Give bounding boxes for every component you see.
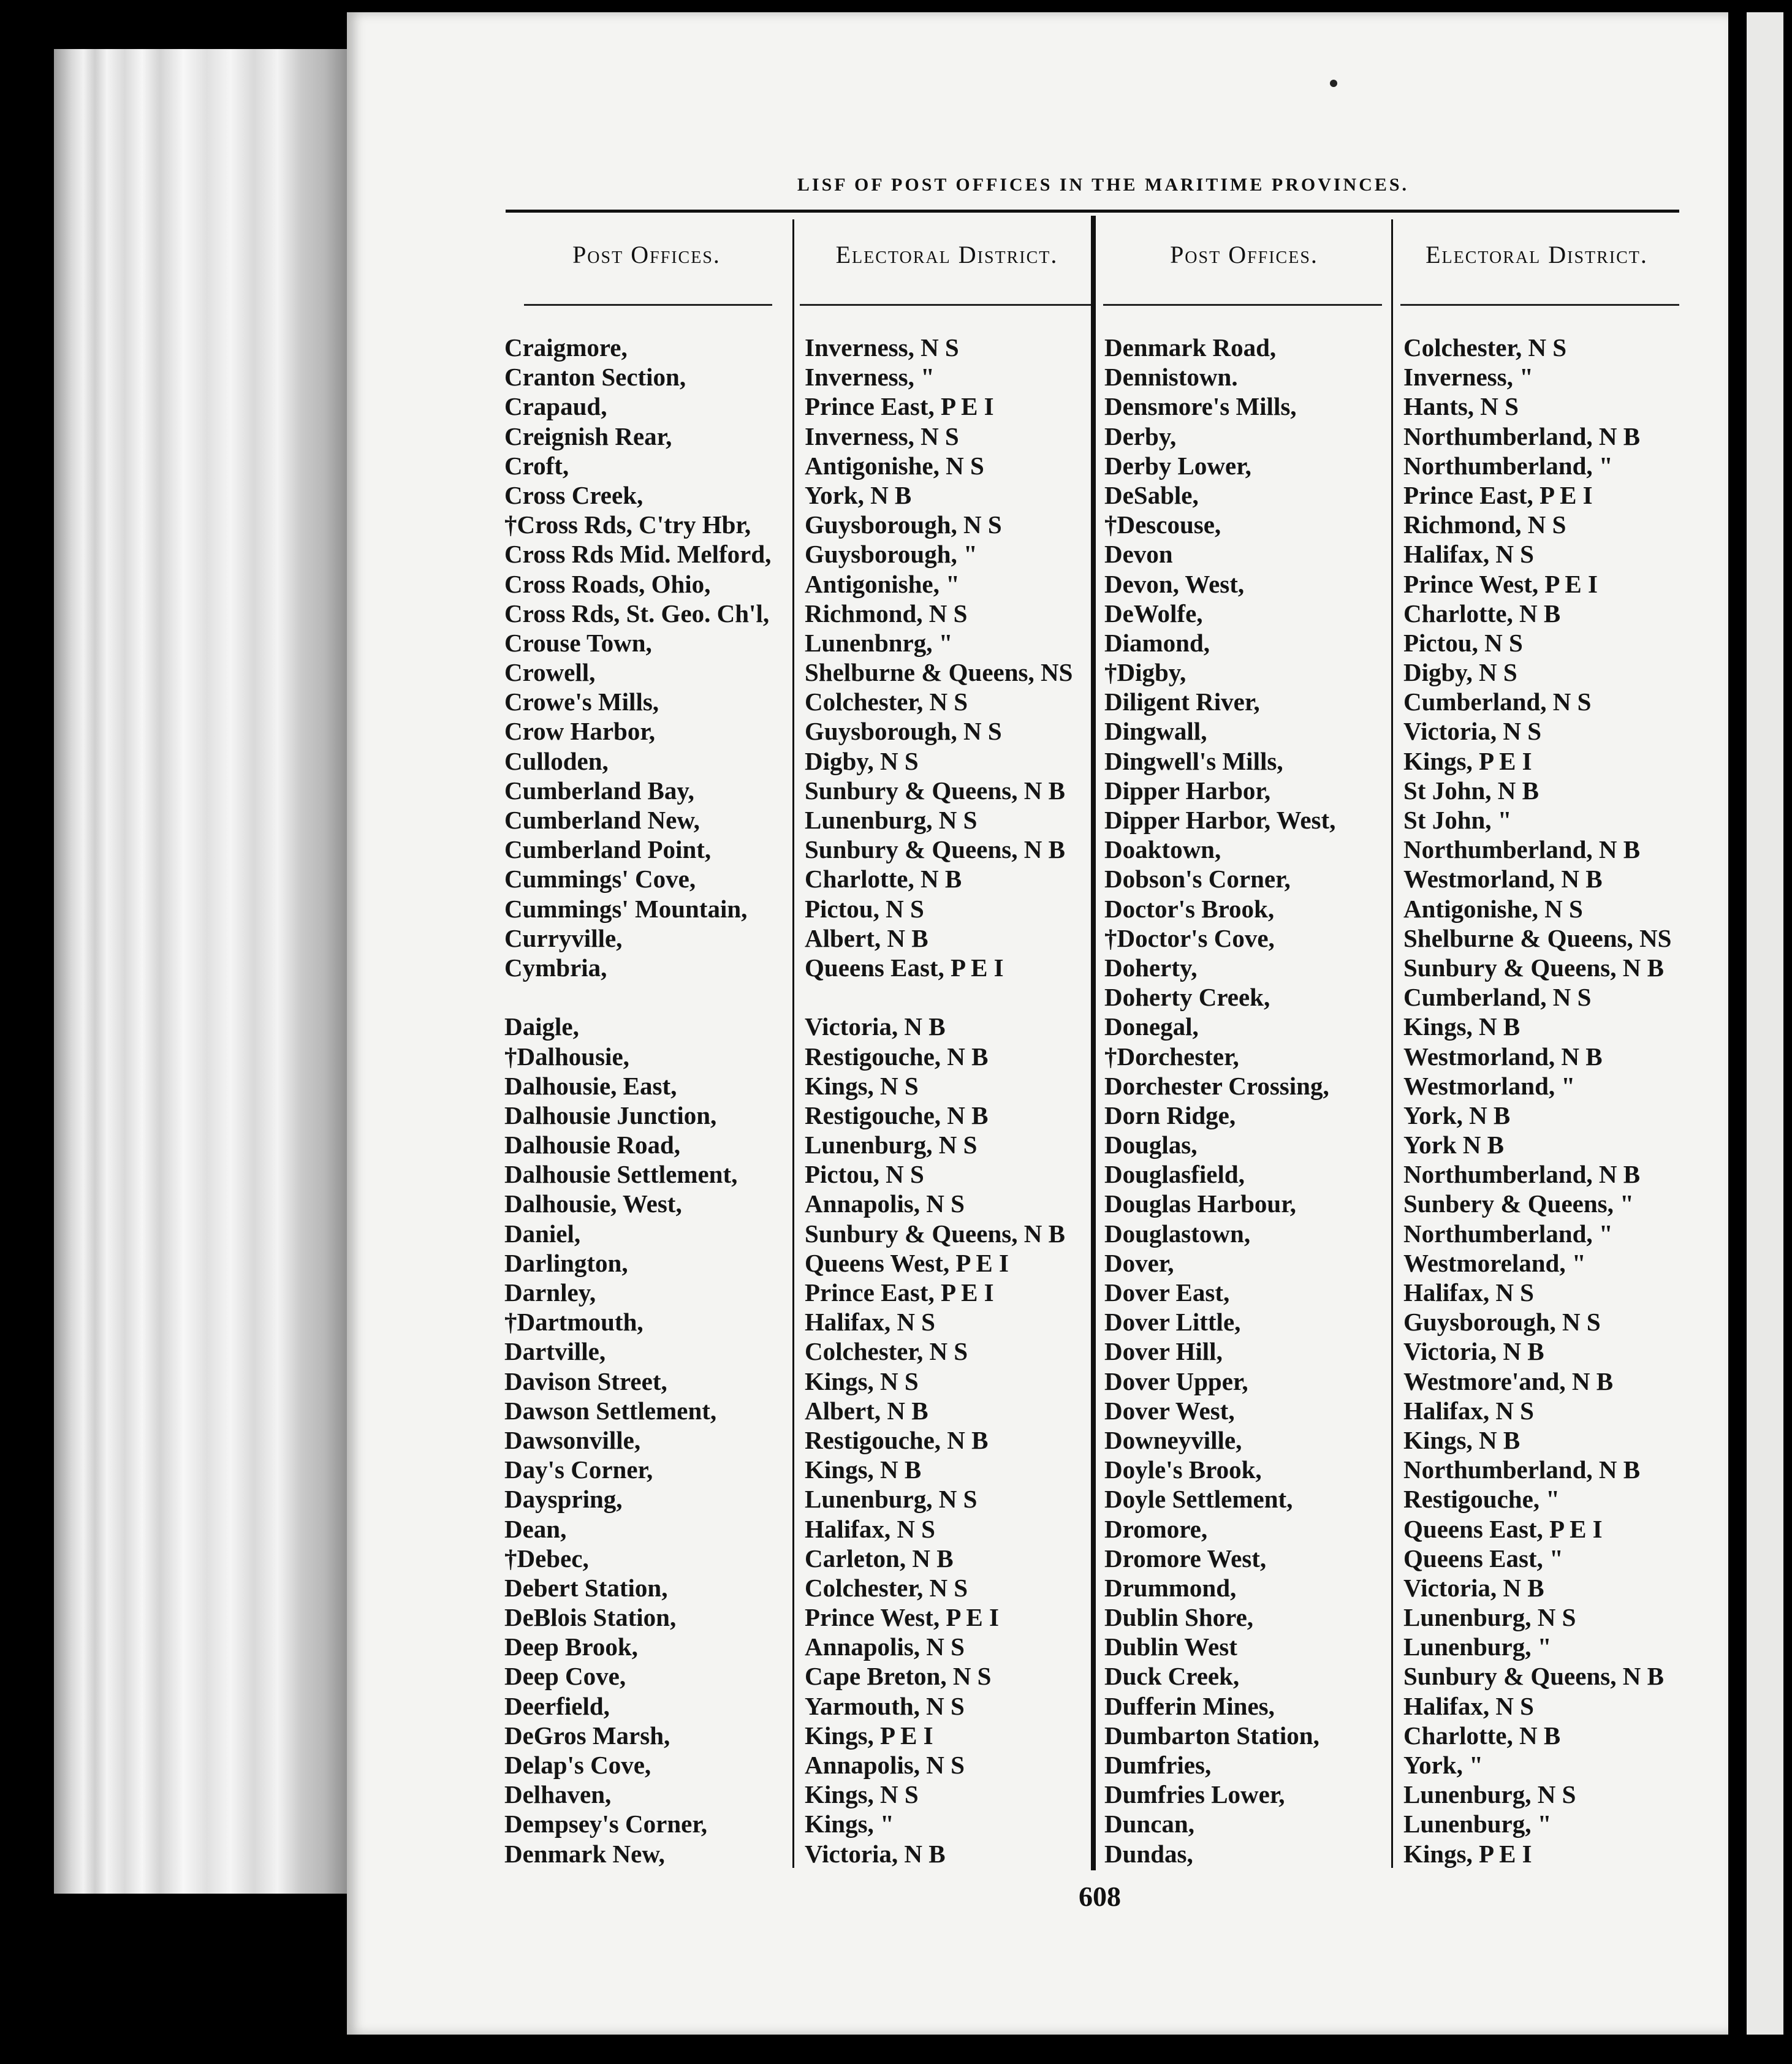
electoral-district-entry: Restigouche, N B	[805, 1101, 989, 1129]
electoral-district-entry: Carleton, N B	[805, 1544, 954, 1573]
electoral-district-entry: Guysborough, N S	[805, 717, 1002, 746]
electoral-district-entry: Westmorland, N B	[1403, 865, 1603, 894]
post-office-entry: Duck Creek,	[1104, 1662, 1240, 1691]
electoral-district-entry: York, "	[1403, 1751, 1483, 1779]
post-office-entry: Devon	[1104, 540, 1173, 569]
electoral-district-entry: Lunenburg, N S	[1403, 1603, 1576, 1632]
electoral-district-entry: Kings, N S	[805, 1367, 919, 1395]
electoral-district-entry: Northumberland, N B	[1403, 835, 1641, 864]
electoral-district-entry: Richmond, N S	[1403, 510, 1566, 539]
electoral-district-entry: Prince East, P E I	[805, 1278, 994, 1307]
post-office-entry: Dalhousie, West,	[504, 1189, 682, 1218]
post-office-entry: Cross Rds Mid. Melford,	[504, 540, 772, 569]
post-office-entry: Dumbarton Station,	[1104, 1721, 1319, 1750]
post-office-entry: Diligent River,	[1104, 688, 1260, 716]
post-office-entry: Cumberland Bay,	[504, 776, 694, 805]
electoral-district-entry: Cape Breton, N S	[805, 1662, 992, 1691]
electoral-district-entry: Halifax, N S	[805, 1514, 935, 1543]
electoral-district-entry: Northumberland, N B	[1403, 422, 1641, 450]
post-office-entry: Dover Upper,	[1104, 1367, 1248, 1395]
electoral-district-entry: Cumberland, N S	[1403, 983, 1592, 1012]
post-office-entry: Dipper Harbor, West,	[1104, 806, 1336, 834]
electoral-district-entry: Digby, N S	[805, 746, 919, 775]
electoral-district-entry: Lunenburg, N S	[805, 806, 978, 834]
post-office-entry: Dempsey's Corner,	[504, 1810, 708, 1838]
electoral-district-entry: Antigonishe, "	[805, 569, 960, 598]
electoral-district-entry: Lunenbnrg, "	[805, 628, 953, 657]
post-office-entry: Doherty Creek,	[1104, 983, 1270, 1012]
post-office-entry: Dalhousie Settlement,	[504, 1160, 738, 1189]
post-office-entry: Dean,	[504, 1514, 567, 1543]
next-page-edge	[1747, 12, 1783, 2035]
post-office-entry: Daigle,	[504, 1012, 579, 1041]
electoral-district-entry: Restigouche, N B	[805, 1425, 989, 1454]
post-offices-list-right	[1104, 333, 1388, 1869]
electoral-district-entry: Queens East, "	[1403, 1544, 1563, 1573]
post-office-entry: Debert Station,	[504, 1573, 668, 1602]
post-office-entry: DeWolfe,	[1104, 599, 1203, 628]
post-office-entry: Dromore West,	[1104, 1544, 1267, 1573]
post-office-entry: Crouse Town,	[504, 628, 652, 657]
post-office-entry: Dingwall,	[1104, 717, 1207, 746]
post-office-entry: †Doctor's Cove,	[1104, 924, 1275, 952]
electoral-district-entry: Victoria, N B	[805, 1839, 946, 1868]
electoral-district-entry: Lunenburg, N S	[805, 1131, 978, 1159]
electoral-district-entry: Lunenburg, "	[1403, 1810, 1552, 1838]
electoral-district-entry: Prince West, P E I	[1403, 569, 1598, 598]
post-office-entry: Cranton Section,	[504, 363, 686, 392]
electoral-district-entry: Queens West, P E I	[805, 1248, 1009, 1277]
electoral-district-entry: Kings, N B	[805, 1455, 922, 1484]
post-office-entry: Cross Rds, St. Geo. Ch'l,	[504, 599, 770, 628]
electoral-district-entry: Colchester, N S	[805, 1573, 968, 1602]
post-office-entry: Daniel,	[504, 1219, 581, 1248]
post-office-entry: Dumfries,	[1104, 1751, 1212, 1779]
electoral-district-entry	[805, 982, 1088, 1012]
electoral-district-entry: St John, N B	[1403, 776, 1540, 805]
electoral-district-entry: Halifax, N S	[1403, 1278, 1534, 1307]
post-office-entry: Devon, West,	[1104, 569, 1245, 598]
electoral-district-entry: Pictou, N S	[805, 1160, 924, 1189]
header-underline	[1400, 304, 1679, 306]
electoral-district-entry: Queens East, P E I	[1403, 1514, 1603, 1543]
electoral-district-entry: Pictou, N S	[1403, 628, 1523, 657]
post-office-entry: Dorchester Crossing,	[1104, 1071, 1329, 1100]
post-office-entry: †Dorchester,	[1104, 1042, 1239, 1071]
post-office-entry: Dover,	[1104, 1248, 1174, 1277]
post-office-entry: Dartville,	[504, 1337, 606, 1366]
electoral-district-entry: St John, "	[1403, 806, 1512, 834]
column-divider	[1391, 219, 1393, 1868]
electoral-district-entry: Victoria, N S	[1403, 717, 1542, 746]
post-office-entry: †Dartmouth,	[504, 1308, 644, 1337]
electoral-district-entry: Halifax, N S	[1403, 1691, 1534, 1720]
electoral-district-entry: Northumberland, N B	[1403, 1455, 1641, 1484]
electoral-district-entry: Colchester, N S	[1403, 333, 1567, 362]
electoral-district-entry: Sunbury & Queens, N B	[805, 776, 1065, 805]
electoral-district-entry: Restigouche, N B	[805, 1042, 989, 1071]
electoral-district-entry: York N B	[1403, 1131, 1505, 1159]
post-office-entry: Dover Little,	[1104, 1308, 1241, 1337]
electoral-district-entry: Victoria, N B	[805, 1012, 946, 1041]
electoral-district-entry: Cumberland, N S	[1403, 688, 1592, 716]
electoral-district-entry: York, N B	[1403, 1101, 1511, 1129]
post-office-entry: Crowe's Mills,	[504, 688, 659, 716]
post-office-entry: Crow Harbor,	[504, 717, 655, 746]
electoral-district-entry: Inverness, N S	[805, 333, 959, 362]
electoral-district-entry: Richmond, N S	[805, 599, 968, 628]
electoral-district-entry: Kings, N B	[1403, 1425, 1521, 1454]
post-office-entry: Dawson Settlement,	[504, 1396, 717, 1425]
column-header-post-offices-left: Post Offices.	[572, 241, 721, 268]
post-office-entry: Donegal,	[1104, 1012, 1199, 1041]
electoral-district-entry: Sunbury & Queens, N B	[1403, 953, 1664, 982]
post-office-entry: Douglastown,	[1104, 1219, 1251, 1248]
post-office-entry: Dublin Shore,	[1104, 1603, 1254, 1632]
post-office-entry: Doctor's Brook,	[1104, 894, 1275, 923]
electoral-district-entry: Restigouche, "	[1403, 1485, 1560, 1514]
post-office-entry: Dayspring,	[504, 1485, 623, 1514]
electoral-district-entry: Kings, N B	[1403, 1012, 1521, 1041]
electoral-district-entry: Westmore'and, N B	[1403, 1367, 1614, 1395]
post-office-entry: DeGros Marsh,	[504, 1721, 670, 1750]
post-office-entry: Dalhousie Junction,	[504, 1101, 717, 1129]
post-office-entry: Diamond,	[1104, 628, 1210, 657]
electoral-district-entry: Prince East, P E I	[805, 392, 994, 421]
electoral-district-entry: Halifax, N S	[1403, 1396, 1534, 1425]
post-office-entry: Cumberland Point,	[504, 835, 712, 864]
electoral-district-entry: Sunbury & Queens, N B	[805, 1219, 1065, 1248]
page-edge-stack	[54, 49, 348, 1894]
electoral-district-entry: Halifax, N S	[805, 1308, 935, 1337]
post-office-entry: Day's Corner,	[504, 1455, 653, 1484]
post-office-entry: Downeyville,	[1104, 1425, 1242, 1454]
electoral-district-entry: Kings, P E I	[805, 1721, 933, 1750]
electoral-district-entry: Antigonishe, N S	[1403, 894, 1583, 923]
post-office-entry: Doyle's Brook,	[1104, 1455, 1262, 1484]
post-office-entry: Cumberland New,	[504, 806, 700, 834]
post-office-entry: Dawsonville,	[504, 1425, 641, 1454]
electoral-district-entry: Charlotte, N B	[805, 865, 962, 894]
post-office-entry: Deerfield,	[504, 1691, 610, 1720]
electoral-district-entry: Guysborough, N S	[1403, 1308, 1601, 1337]
post-office-entry: Cummings' Cove,	[504, 865, 696, 894]
post-office-entry: Dipper Harbor,	[1104, 776, 1271, 805]
electoral-district-entry: York, N B	[805, 480, 912, 509]
column-header-post-offices-right: Post Offices.	[1170, 241, 1318, 268]
post-office-entry: Derby Lower,	[1104, 451, 1251, 480]
post-office-entry: Dumfries Lower,	[1104, 1780, 1285, 1809]
electoral-district-entry: Lunenburg, N S	[805, 1485, 978, 1514]
post-office-entry: Cummings' Mountain,	[504, 894, 748, 923]
electoral-district-entry: Annapolis, N S	[805, 1633, 965, 1661]
post-office-entry: Crowell,	[504, 658, 596, 687]
electoral-district-entry: Inverness, N S	[805, 422, 959, 450]
header-underline	[1103, 304, 1382, 306]
post-office-entry: Deep Brook,	[504, 1633, 638, 1661]
post-office-entry: Dufferin Mines,	[1104, 1691, 1275, 1720]
electoral-district-entry: Halifax, N S	[1403, 540, 1534, 569]
post-office-entry: Denmark New,	[504, 1839, 665, 1868]
electoral-district-entry: Westmoreland, "	[1403, 1248, 1586, 1277]
electoral-district-entry: Kings, "	[805, 1810, 894, 1838]
electoral-district-entry: Hants, N S	[1403, 392, 1519, 421]
electoral-district-entry: Sunbury & Queens, N B	[1403, 1662, 1664, 1691]
electoral-district-entry: Charlotte, N B	[1403, 599, 1561, 628]
electoral-district-entry: Colchester, N S	[805, 688, 968, 716]
column-divider	[792, 219, 794, 1868]
electoral-district-entry: Digby, N S	[1403, 658, 1517, 687]
post-office-entry: Craigmore,	[504, 333, 628, 362]
electoral-district-entry: Inverness, "	[805, 363, 935, 392]
electoral-district-entry: Albert, N B	[805, 924, 928, 952]
post-office-entry: Crapaud,	[504, 392, 607, 421]
electoral-district-entry: Northumberland, "	[1403, 1219, 1613, 1248]
electoral-district-entry: Inverness, "	[1403, 363, 1533, 392]
post-office-entry: †Digby,	[1104, 658, 1186, 687]
post-office-entry: Dover Hill,	[1104, 1337, 1223, 1366]
electoral-district-entry: Shelburne & Queens, NS	[805, 658, 1073, 687]
post-office-entry: Doaktown,	[1104, 835, 1221, 864]
electoral-district-entry: Kings, P E I	[1403, 1839, 1532, 1868]
post-office-entry: Deep Cove,	[504, 1662, 626, 1691]
electoral-district-entry: Queens East, P E I	[805, 953, 1004, 982]
post-office-entry: DeBlois Station,	[504, 1603, 677, 1632]
column-header-electoral-district-right: Electoral District.	[1426, 241, 1648, 268]
post-office-entry: Denmark Road,	[1104, 333, 1277, 362]
electoral-district-entry: Yarmouth, N S	[805, 1691, 965, 1720]
electoral-district-entry: Kings, P E I	[1403, 746, 1532, 775]
post-office-entry: Cross Roads, Ohio,	[504, 569, 711, 598]
post-office-entry: Dingwell's Mills,	[1104, 746, 1283, 775]
electoral-district-entry: Lunenburg, N S	[1403, 1780, 1576, 1809]
electoral-district-entry: Prince West, P E I	[805, 1603, 999, 1632]
running-head: LISF OF POST OFFICES IN THE MARITIME PROVINCES.	[797, 175, 1410, 195]
page-number: 608	[1079, 1881, 1121, 1912]
electoral-district-entry: Sunbury & Queens, N B	[805, 835, 1065, 864]
post-office-entry: †Descouse,	[1104, 510, 1221, 539]
header-underline	[800, 304, 1091, 306]
post-office-entry: Douglas,	[1104, 1131, 1198, 1159]
electoral-district-entry: Westmorland, "	[1403, 1071, 1576, 1100]
post-office-entry: DeSable,	[1104, 480, 1199, 509]
electoral-district-entry: Prince East, P E I	[1403, 480, 1593, 509]
post-office-entry: †Debec,	[504, 1544, 589, 1573]
electoral-district-entry: Charlotte, N B	[1403, 1721, 1561, 1750]
electoral-district-entry: Sunbery & Queens, "	[1403, 1189, 1634, 1218]
post-office-entry: Curryville,	[504, 924, 623, 952]
electoral-district-entry: Victoria, N B	[1403, 1337, 1544, 1366]
post-office-entry: Dromore,	[1104, 1514, 1208, 1543]
post-office-entry: Darlington,	[504, 1248, 628, 1277]
post-office-entry: Creignish Rear,	[504, 422, 672, 450]
post-office-entry	[504, 982, 789, 1012]
column-header-electoral-district-left: Electoral District.	[835, 241, 1058, 268]
post-office-entry: Derby,	[1104, 422, 1177, 450]
post-office-entry: Cymbria,	[504, 953, 607, 982]
electoral-district-entry: Pictou, N S	[805, 894, 924, 923]
post-office-entry: Dalhousie Road,	[504, 1131, 681, 1159]
post-office-entry: †Cross Rds, C'try Hbr,	[504, 510, 751, 539]
post-office-entry: Doherty,	[1104, 953, 1198, 982]
post-office-entry: Culloden,	[504, 746, 609, 775]
center-divider	[1091, 216, 1096, 1870]
post-office-entry: †Dalhousie,	[504, 1042, 629, 1071]
post-office-entry: Douglas Harbour,	[1104, 1189, 1296, 1218]
electoral-district-entry: Antigonishe, N S	[805, 451, 984, 480]
electoral-districts-list-left	[805, 333, 1088, 1869]
post-office-entry: Dorn Ridge,	[1104, 1101, 1236, 1129]
post-office-entry: Doyle Settlement,	[1104, 1485, 1293, 1514]
electoral-district-entry: Annapolis, N S	[805, 1189, 965, 1218]
post-office-entry: Dundas,	[1104, 1839, 1193, 1868]
post-office-entry: Duncan,	[1104, 1810, 1194, 1838]
electoral-district-entry: Albert, N B	[805, 1396, 928, 1425]
ink-speck	[1330, 80, 1337, 87]
post-office-entry: Dover East,	[1104, 1278, 1230, 1307]
post-offices-list-left	[504, 333, 789, 1869]
electoral-district-entry: Kings, N S	[805, 1780, 919, 1809]
post-office-entry: Cross Creek,	[504, 480, 644, 509]
electoral-district-entry: Guysborough, "	[805, 540, 978, 569]
post-office-entry: Davison Street,	[504, 1367, 667, 1395]
post-office-entry: Delap's Cove,	[504, 1751, 651, 1779]
post-office-entry: Croft,	[504, 451, 569, 480]
post-office-entry: Darnley,	[504, 1278, 596, 1307]
post-office-entry: Dover West,	[1104, 1396, 1235, 1425]
electoral-district-entry: Westmorland, N B	[1403, 1042, 1603, 1071]
post-office-entry: Dobson's Corner,	[1104, 865, 1291, 894]
electoral-district-entry: Northumberland, N B	[1403, 1160, 1641, 1189]
header-rule	[506, 210, 1679, 213]
electoral-district-entry: Colchester, N S	[805, 1337, 968, 1366]
electoral-district-entry: Guysborough, N S	[805, 510, 1002, 539]
electoral-district-entry: Kings, N S	[805, 1071, 919, 1100]
electoral-district-entry: Annapolis, N S	[805, 1751, 965, 1779]
post-office-entry: Densmore's Mills,	[1104, 392, 1297, 421]
post-office-entry: Drummond,	[1104, 1573, 1237, 1602]
header-underline	[524, 304, 772, 306]
post-office-entry: Dublin West	[1104, 1633, 1237, 1661]
electoral-district-entry: Northumberland, "	[1403, 451, 1613, 480]
post-office-entry: Dalhousie, East,	[504, 1071, 677, 1100]
electoral-districts-list-right	[1403, 333, 1691, 1869]
electoral-district-entry: Lunenburg, "	[1403, 1633, 1552, 1661]
electoral-district-entry: Shelburne & Queens, NS	[1403, 924, 1672, 952]
post-office-entry: Dennistown.	[1104, 363, 1238, 392]
post-office-entry: Douglasfield,	[1104, 1160, 1245, 1189]
post-office-entry: Delhaven,	[504, 1780, 612, 1809]
electoral-district-entry: Victoria, N B	[1403, 1573, 1544, 1602]
